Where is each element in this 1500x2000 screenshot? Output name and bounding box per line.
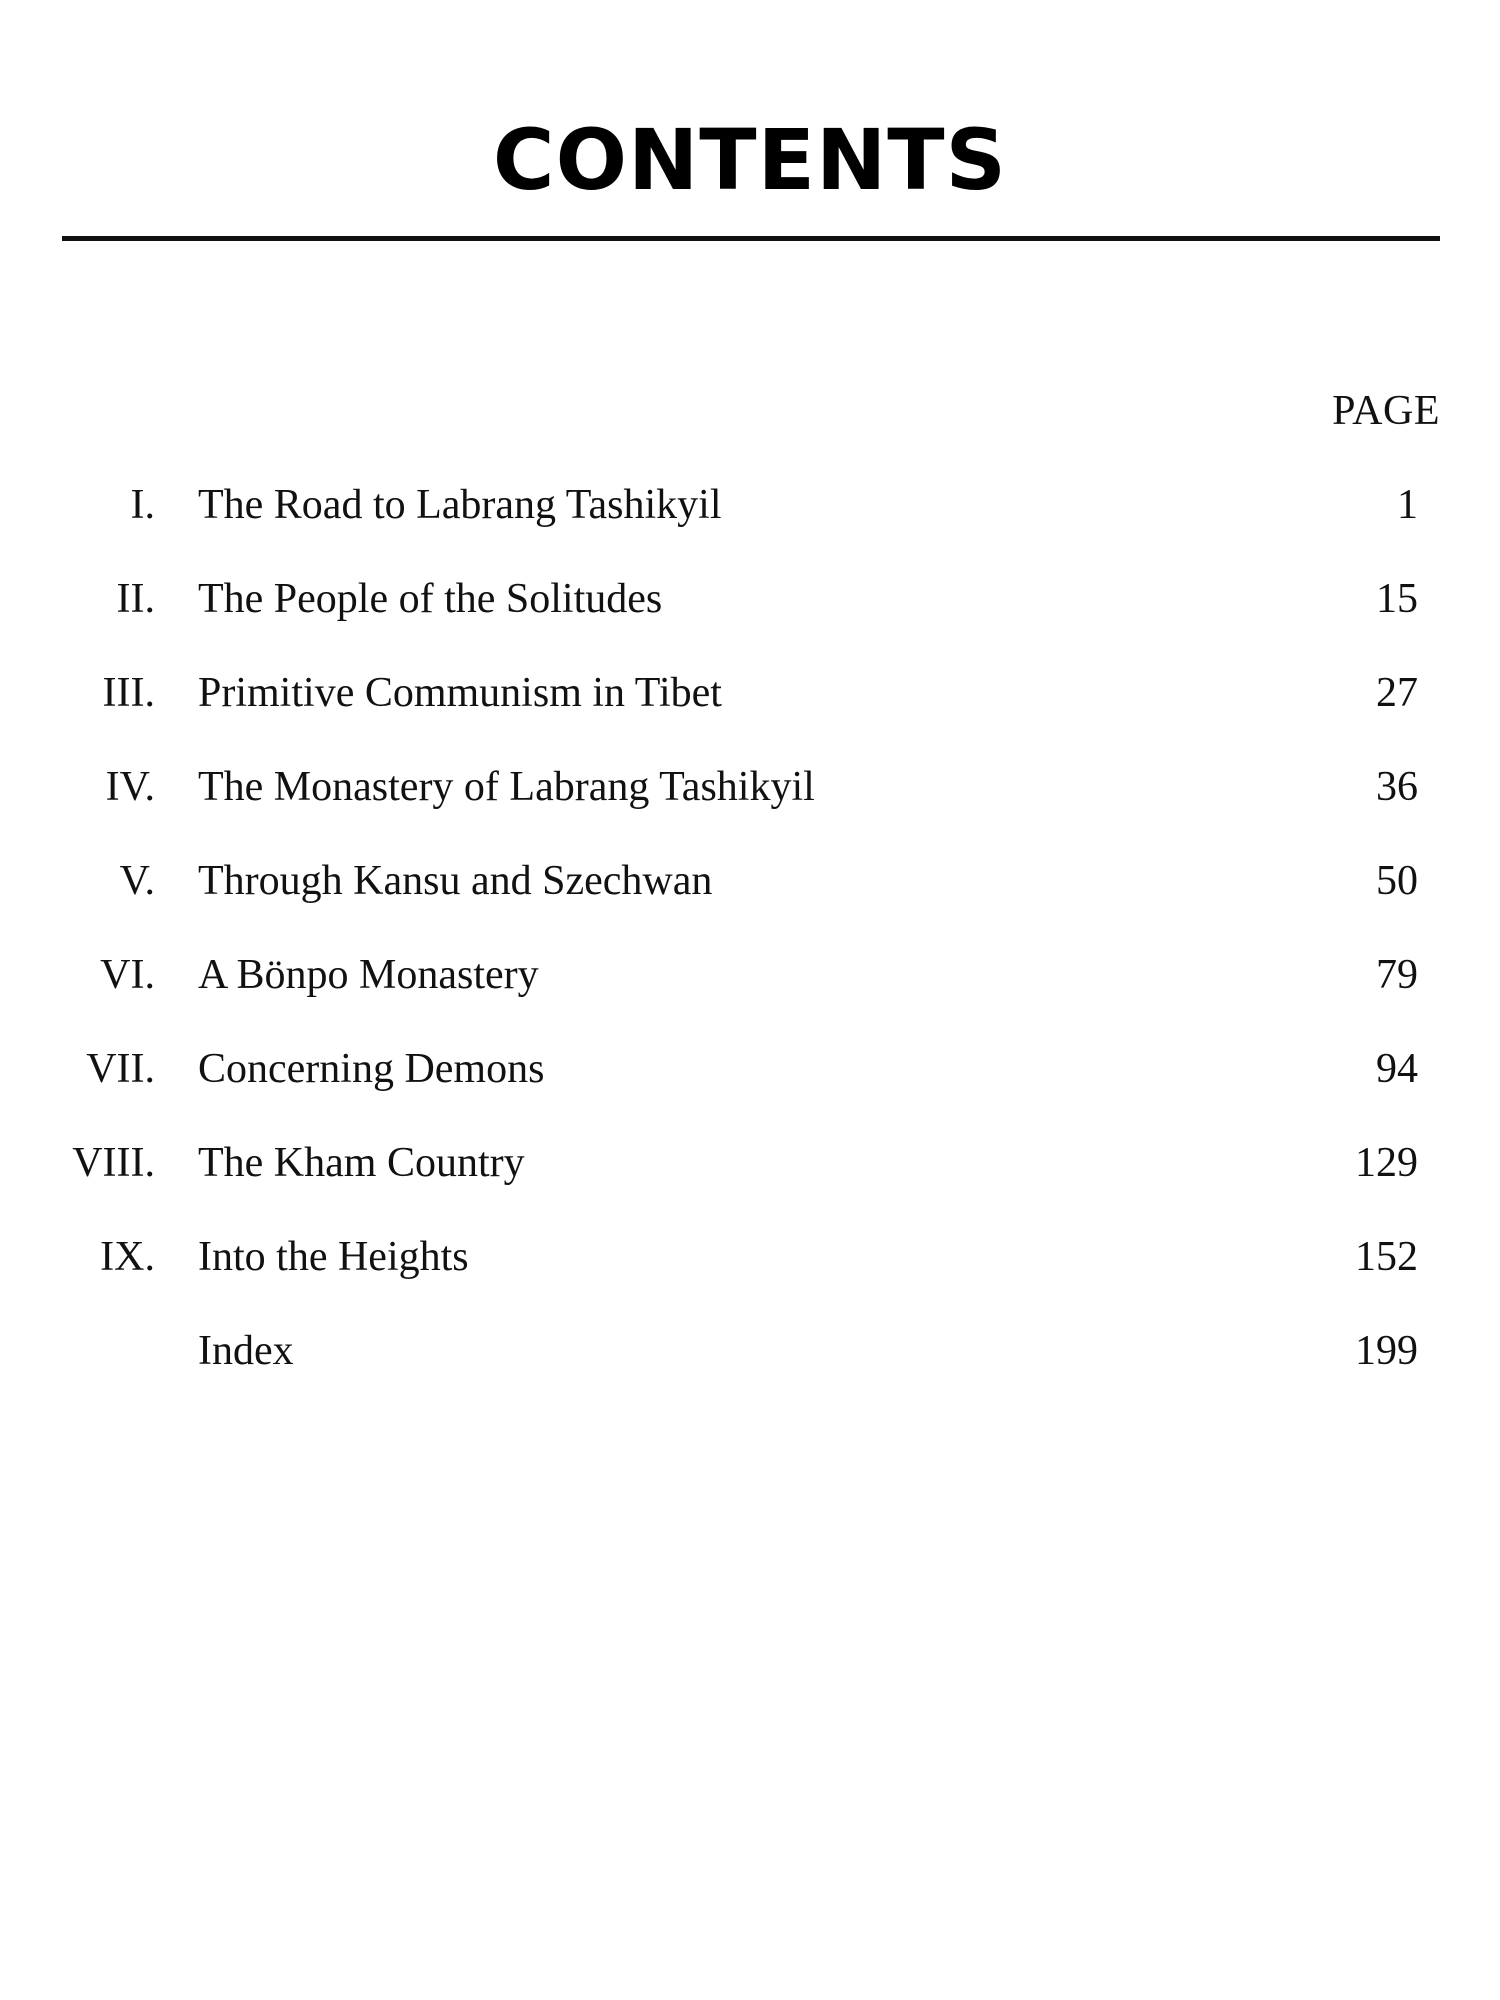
chapter-number: III. [102,670,155,716]
chapter-number: IX. [100,1234,155,1280]
chapter-number: VI. [100,952,155,998]
toc-entry [0,851,1500,911]
page-number: 15 [1376,576,1418,622]
page-number: 152 [1355,1234,1418,1280]
toc-entry [0,663,1500,723]
chapter-number: I. [130,482,155,528]
chapter-number: VIII. [72,1140,155,1186]
page-number: 79 [1376,952,1418,998]
page-column-label: PAGE [1332,388,1440,434]
page-title: CONTENTS [492,111,1008,209]
chapter-number: VII. [86,1046,155,1092]
page-number: 36 [1376,764,1418,810]
chapter-title: Concerning Demons [198,1046,545,1092]
toc-entry-index [0,1321,1500,1381]
title-rule [62,236,1440,241]
chapter-title: The Monastery of Labrang Tashikyil [198,764,815,810]
chapter-title: Primitive Communism in Tibet [198,670,722,716]
index-title: Index [198,1328,294,1374]
page-number: 129 [1355,1140,1418,1186]
chapter-title: A Bönpo Monastery [198,952,539,998]
page-number: 199 [1355,1328,1418,1374]
chapter-title: The People of the Solitudes [198,576,663,622]
toc-entry [0,1133,1500,1193]
chapter-number: IV. [105,764,155,810]
toc-entry [0,569,1500,629]
chapter-title: Through Kansu and Szechwan [198,858,713,904]
page-number: 27 [1376,670,1418,716]
toc-entry [0,475,1500,535]
toc-entry [0,945,1500,1005]
chapter-title: The Road to Labrang Tashikyil [198,482,722,528]
page-number: 1 [1397,482,1418,528]
chapter-title: Into the Heights [198,1234,469,1280]
chapter-number: II. [116,576,155,622]
toc-entry [0,1039,1500,1099]
toc-entry [0,1227,1500,1287]
toc-entry [0,757,1500,817]
page-number: 50 [1376,858,1418,904]
page-number: 94 [1376,1046,1418,1092]
chapter-number: V. [119,858,155,904]
chapter-title: The Kham Country [198,1140,525,1186]
